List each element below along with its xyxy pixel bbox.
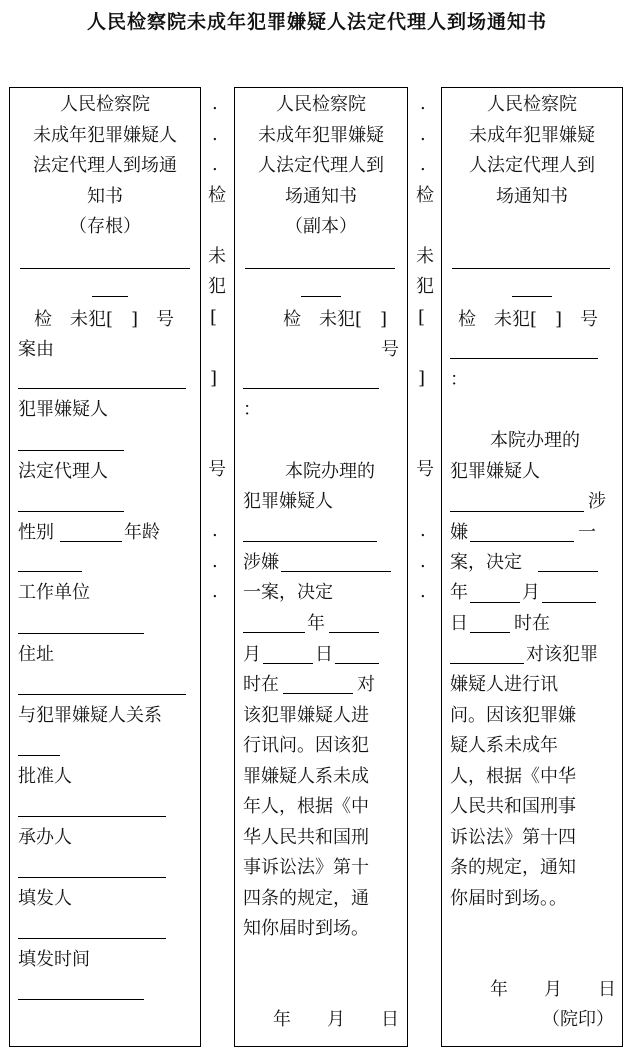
stub-age-label: 年龄 (124, 522, 160, 543)
stub-header-line: （存根） (69, 216, 141, 237)
stub-blank-line (20, 268, 190, 269)
stub-guardian-label: 法定代理人 (18, 461, 108, 482)
notice-body-text: 疑人系未成年 (450, 735, 558, 756)
stub-address-blank (18, 694, 186, 695)
separator-dot: . (212, 551, 218, 572)
stub-case-blank (18, 388, 186, 389)
notice-date: 年 月 日 (490, 979, 616, 1000)
notice-body-text: 涉 (588, 491, 606, 512)
separator-dot: . (212, 93, 218, 114)
stub-guardian-blank (18, 511, 124, 512)
separator-char: 检 (208, 185, 226, 206)
stub-header-line: 知书 (87, 186, 123, 207)
notice-body-text: 人，根据《中华 (450, 766, 576, 787)
stub-suspect-label: 犯罪嫌疑人 (18, 399, 108, 420)
notice-header-line: 场通知书 (496, 186, 568, 207)
notice-place-blank (450, 663, 524, 664)
stub-relation-label: 与犯罪嫌疑人关系 (18, 705, 162, 726)
notice-body-text: 年 (450, 582, 468, 603)
notice-header-line: 未成年犯罪嫌疑 (469, 125, 595, 146)
stub-issue-time-blank (18, 999, 144, 1000)
notice-year-blank2 (470, 602, 520, 603)
separator-dot: . (212, 154, 218, 175)
separator-dot: . (420, 520, 426, 541)
copy-blank-line (301, 296, 341, 297)
separator-dot: . (420, 581, 426, 602)
separator-char: 犯 (416, 276, 434, 297)
separator-char: 号 (208, 459, 226, 480)
copy-body-text: 时在 (243, 674, 279, 695)
copy-suspect-blank (243, 541, 377, 542)
copy-addressee-blank (243, 388, 379, 389)
notice-body-text: 时在 (514, 613, 550, 634)
stub-issue-time-label: 填发时间 (18, 949, 90, 970)
copy-body-text: 犯罪嫌疑人 (243, 491, 333, 512)
stub-blank-line (92, 296, 128, 297)
copy-colon: ： (243, 399, 261, 420)
notice-addressee-blank (450, 358, 598, 359)
stub-header-line: 法定代理人到场通 (33, 155, 177, 176)
copy-body-text: 涉嫌 (243, 552, 279, 573)
notice-suspect-blank (450, 511, 584, 512)
separator-dot: . (420, 154, 426, 175)
notice-body-text: 案，决定 (450, 552, 522, 573)
copy-body-text: 四条的规定，通 (243, 888, 369, 909)
notice-body-text: 一 (578, 522, 596, 543)
copy-header-line: 场通知书 (285, 186, 357, 207)
copy-header-line: （副本） (285, 216, 357, 237)
separator-dot: . (420, 551, 426, 572)
notice-seal: （院印） (542, 1009, 614, 1030)
stub-age-blank (18, 571, 82, 572)
stub-address-label: 住址 (18, 644, 54, 665)
copy-header-line: 人民检察院 (276, 94, 366, 115)
copy-body-text: 该犯罪嫌疑人进 (243, 705, 369, 726)
stub-case-label: 案由 (18, 339, 54, 360)
stub-doc-number: 检 未犯[ ] 号 (34, 309, 175, 330)
notice-blank-line (512, 296, 552, 297)
copy-body-text: 日 (315, 644, 333, 665)
notice-doc-number: 检 未犯[ ] 号 (458, 309, 599, 330)
copy-header-line: 未成年犯罪嫌疑 (258, 125, 384, 146)
notice-body-text: 日 (450, 613, 468, 634)
copy-header-line: 人法定代理人到 (258, 155, 384, 176)
stub-column (9, 87, 201, 1047)
notice-header-line: 人民检察院 (487, 94, 577, 115)
copy-body-text: 知你届时到场。 (243, 918, 369, 939)
separator-dot: . (212, 581, 218, 602)
stub-workplace-blank (18, 633, 144, 634)
copy-month-blank (263, 663, 313, 664)
stub-issuer-label: 填发人 (18, 888, 72, 909)
copy-body-text: 华人民共和国刑 (243, 827, 369, 848)
stub-approver-label: 批准人 (18, 766, 72, 787)
separator-char: 未 (416, 246, 434, 267)
separator-bracket: ] (210, 368, 218, 389)
notice-body-text: 人民共和国刑事 (450, 796, 576, 817)
notice-colon: ： (450, 369, 468, 390)
separator-char: 检 (416, 185, 434, 206)
copy-body-text: 年人，根据《中 (243, 796, 369, 817)
copy-year-blank2 (329, 632, 379, 633)
copy-charge-blank (281, 571, 391, 572)
stub-header-line: 人民检察院 (60, 94, 150, 115)
separator-bracket: [ (418, 307, 426, 328)
page-title: 人民检察院未成年犯罪嫌疑人法定代理人到场通知书 (86, 11, 547, 33)
notice-body-text: 条的规定，通知 (450, 857, 576, 878)
separator-char: 未 (208, 246, 226, 267)
separator-dot: . (212, 520, 218, 541)
stub-approver-blank (18, 816, 166, 817)
stub-handler-label: 承办人 (18, 827, 72, 848)
separator-dot: . (212, 124, 218, 145)
notice-body-text: 你届时到场。。 (450, 888, 567, 909)
copy-body-text: 对 (357, 674, 375, 695)
copy-body-text: 本院办理的 (285, 461, 375, 482)
copy-doc-number: 检 未犯[ ] (283, 309, 388, 330)
separator-char: 犯 (208, 276, 226, 297)
notice-header-line: 人法定代理人到 (469, 155, 595, 176)
stub-suspect-blank (18, 450, 124, 451)
copy-body-text: 月 (243, 644, 261, 665)
stub-workplace-label: 工作单位 (18, 582, 90, 603)
notice-body-text: 月 (522, 582, 540, 603)
separator-dot: . (420, 124, 426, 145)
copy-body-text: 年 (307, 613, 325, 634)
notice-body-text: 本院办理的 (490, 430, 580, 451)
stub-gender-label: 性别 (18, 522, 54, 543)
notice-body-text: 问。因该犯罪嫌 (450, 705, 576, 726)
notice-body-text: 犯罪嫌疑人 (450, 461, 540, 482)
stub-issuer-blank (18, 938, 166, 939)
separator-dot: . (420, 93, 426, 114)
copy-day-blank (335, 663, 379, 664)
notice-charge-blank (470, 541, 574, 542)
notice-body-text: 嫌 (450, 522, 468, 543)
stub-handler-blank (18, 877, 166, 878)
copy-column (234, 87, 408, 1047)
copy-body-text: 行讯问。因该犯 (243, 735, 369, 756)
notice-month-blank (542, 602, 596, 603)
stub-gender-blank (60, 541, 122, 542)
copy-place-blank (283, 693, 353, 694)
copy-body-text: 罪嫌疑人系未成 (243, 766, 369, 787)
notice-body-text: 对该犯罪 (526, 644, 598, 665)
copy-doc-hao: 号 (381, 339, 399, 360)
separator-bracket: ] (418, 368, 426, 389)
copy-body-text: 事诉讼法》第十 (243, 857, 369, 878)
copy-year-blank (243, 632, 305, 633)
separator-bracket: [ (210, 307, 218, 328)
copy-date: 年 月 日 (273, 1009, 399, 1030)
notice-day-blank (470, 632, 510, 633)
notice-year-blank (538, 571, 598, 572)
stub-header-line: 未成年犯罪嫌疑人 (33, 125, 177, 146)
notice-body-text: 嫌疑人进行讯 (450, 674, 558, 695)
separator-char: 号 (416, 459, 434, 480)
copy-blank-line (245, 268, 395, 269)
notice-column (441, 87, 623, 1047)
copy-body-text: 一案，决定 (243, 582, 333, 603)
notice-body-text: 诉讼法》第十四 (450, 827, 576, 848)
notice-blank-line (452, 268, 610, 269)
stub-relation-blank (18, 755, 60, 756)
